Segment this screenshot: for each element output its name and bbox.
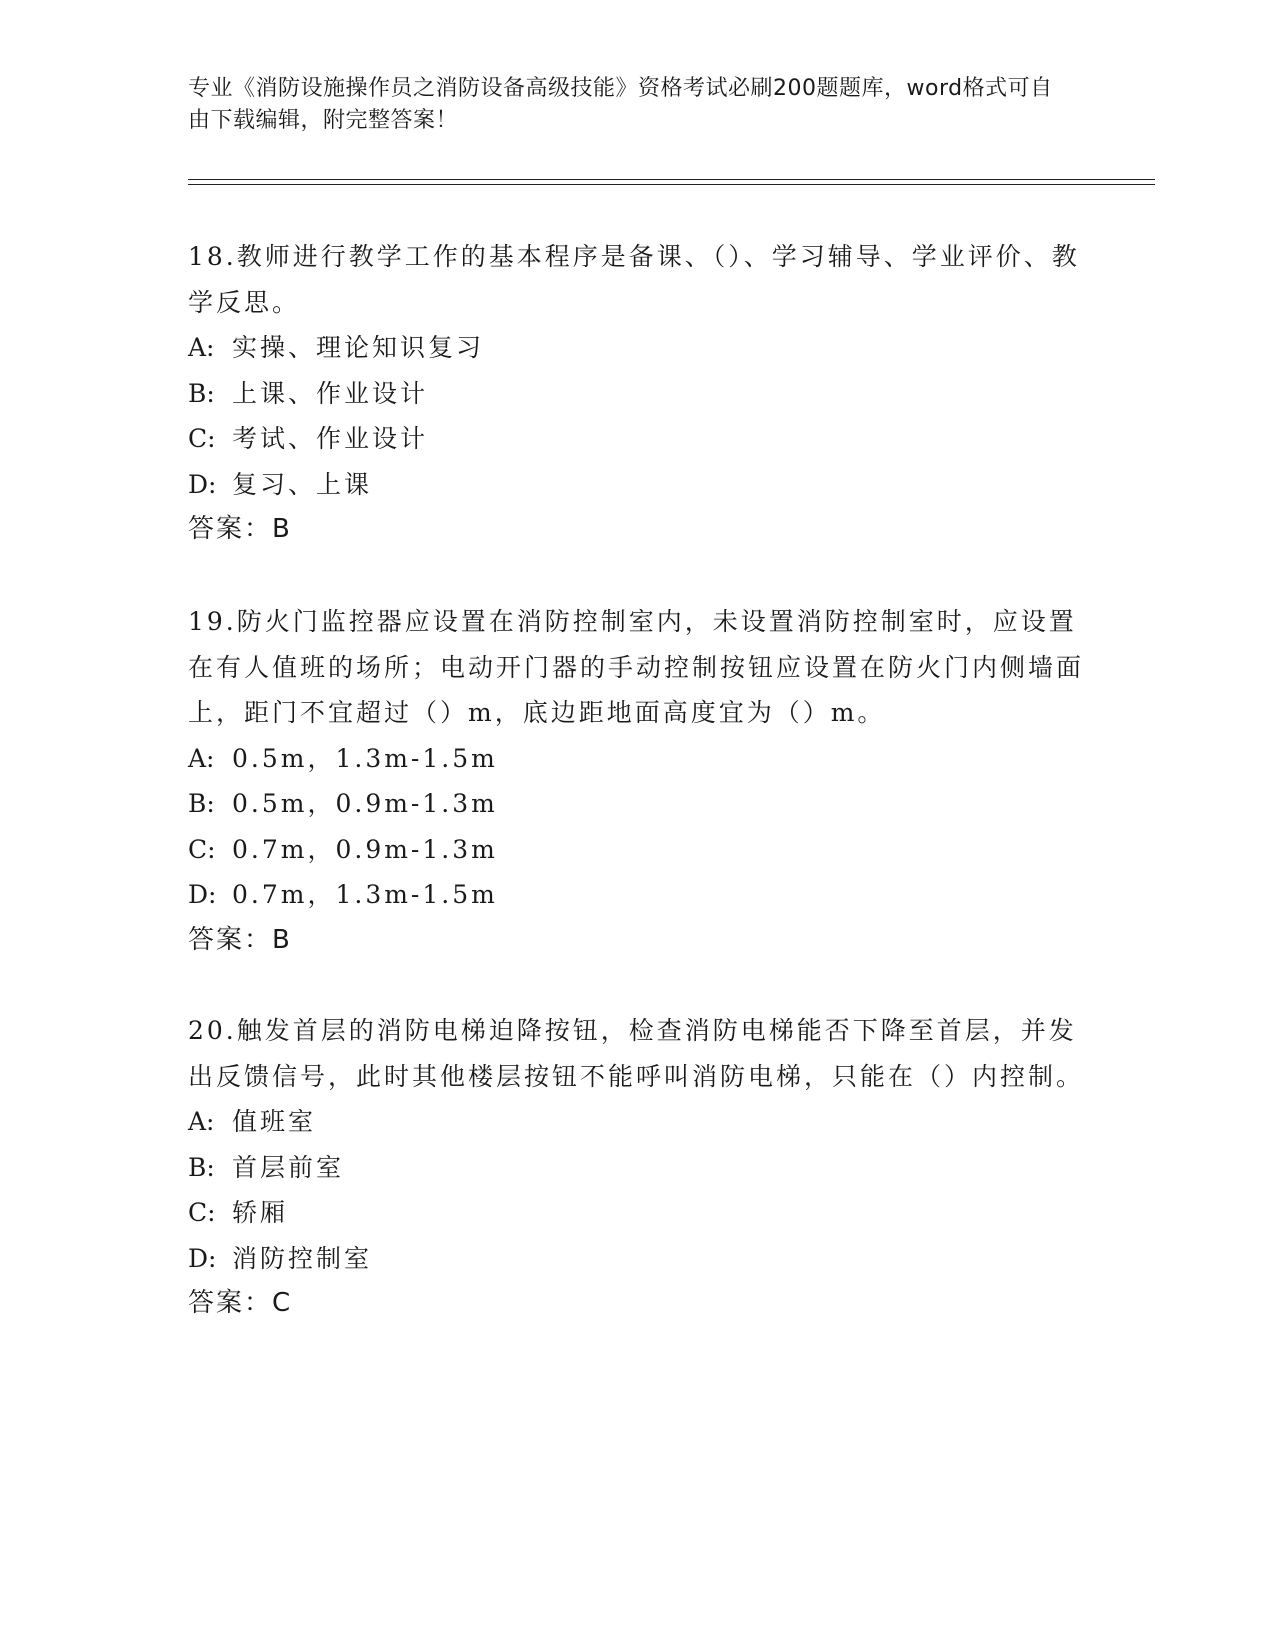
option-text: 实操、理论知识复习 — [232, 333, 485, 362]
option-text: 轿厢 — [232, 1198, 289, 1227]
question-18 — [188, 234, 1088, 553]
question-stem: 18.教师进行教学工作的基本程序是备课、（）、学习辅导、学业评价、教学反思。 — [188, 242, 1080, 317]
option-key: B: — [188, 1152, 215, 1182]
option-key: D: — [188, 880, 217, 909]
option-a — [188, 736, 1088, 782]
option-text: 0.5m，0.9m-1.3m — [232, 789, 498, 818]
option-key: C: — [188, 834, 216, 864]
header-divider-top — [188, 179, 1155, 180]
option-text: 复习、上课 — [232, 469, 373, 499]
option-d — [188, 462, 1088, 508]
answer-line: 答案：B — [188, 924, 292, 955]
option-text: 消防控制室 — [232, 1243, 373, 1273]
option-key: D: — [188, 469, 217, 499]
question-20 — [188, 1008, 1088, 1327]
option-text: 0.7m，0.9m-1.3m — [232, 834, 498, 864]
option-c — [188, 827, 1088, 873]
option-text: 首层前室 — [232, 1152, 345, 1182]
option-key: C: — [188, 424, 216, 453]
option-key: A: — [188, 333, 215, 362]
option-c — [188, 1190, 1088, 1236]
option-key: A: — [188, 1107, 215, 1136]
question-19 — [188, 599, 1088, 963]
option-key: A: — [188, 743, 215, 773]
question-stem: 20.触发首层的消防电梯迫降按钮，检查消防电梯能否下降至首层，并发出反馈信号，此时其他楼层按钮不能呼叫消防电梯，只能在（）内控制。 — [188, 1016, 1085, 1091]
answer-line: 答案：B — [188, 514, 292, 544]
option-a — [188, 325, 1088, 371]
option-c — [188, 416, 1088, 462]
option-b — [188, 781, 1088, 827]
question-stem: 19.防火门监控器应设置在消防控制室内，未设置消防控制室时，应设置在有人值班的场所；电动开门器的手动控制按钮应设置在防火门内侧墙面上，距门不宜超过（）m，底边距地面高度宜为（）m。 — [188, 607, 1085, 727]
option-d — [188, 1236, 1088, 1282]
option-text: 值班室 — [232, 1107, 317, 1136]
option-text: 0.7m，1.3m-1.5m — [232, 880, 498, 909]
answer-line: 答案：C — [188, 1288, 293, 1318]
option-key: B: — [188, 789, 215, 818]
option-text: 上课、作业设计 — [232, 378, 429, 408]
option-text: 考试、作业设计 — [232, 424, 429, 453]
document-header: 专业《消防设施操作员之消防设备高级技能》资格考试必刷200题题库，word格式可自由下载编辑，附完整答案！ — [188, 76, 1053, 133]
option-b — [188, 371, 1088, 417]
header-divider-bottom — [188, 184, 1155, 185]
option-key: C: — [188, 1198, 216, 1227]
option-a — [188, 1099, 1088, 1145]
option-key: D: — [188, 1243, 217, 1273]
option-key: B: — [188, 378, 215, 408]
option-b — [188, 1145, 1088, 1191]
option-text: 0.5m，1.3m-1.5m — [232, 743, 498, 773]
option-d — [188, 872, 1088, 918]
